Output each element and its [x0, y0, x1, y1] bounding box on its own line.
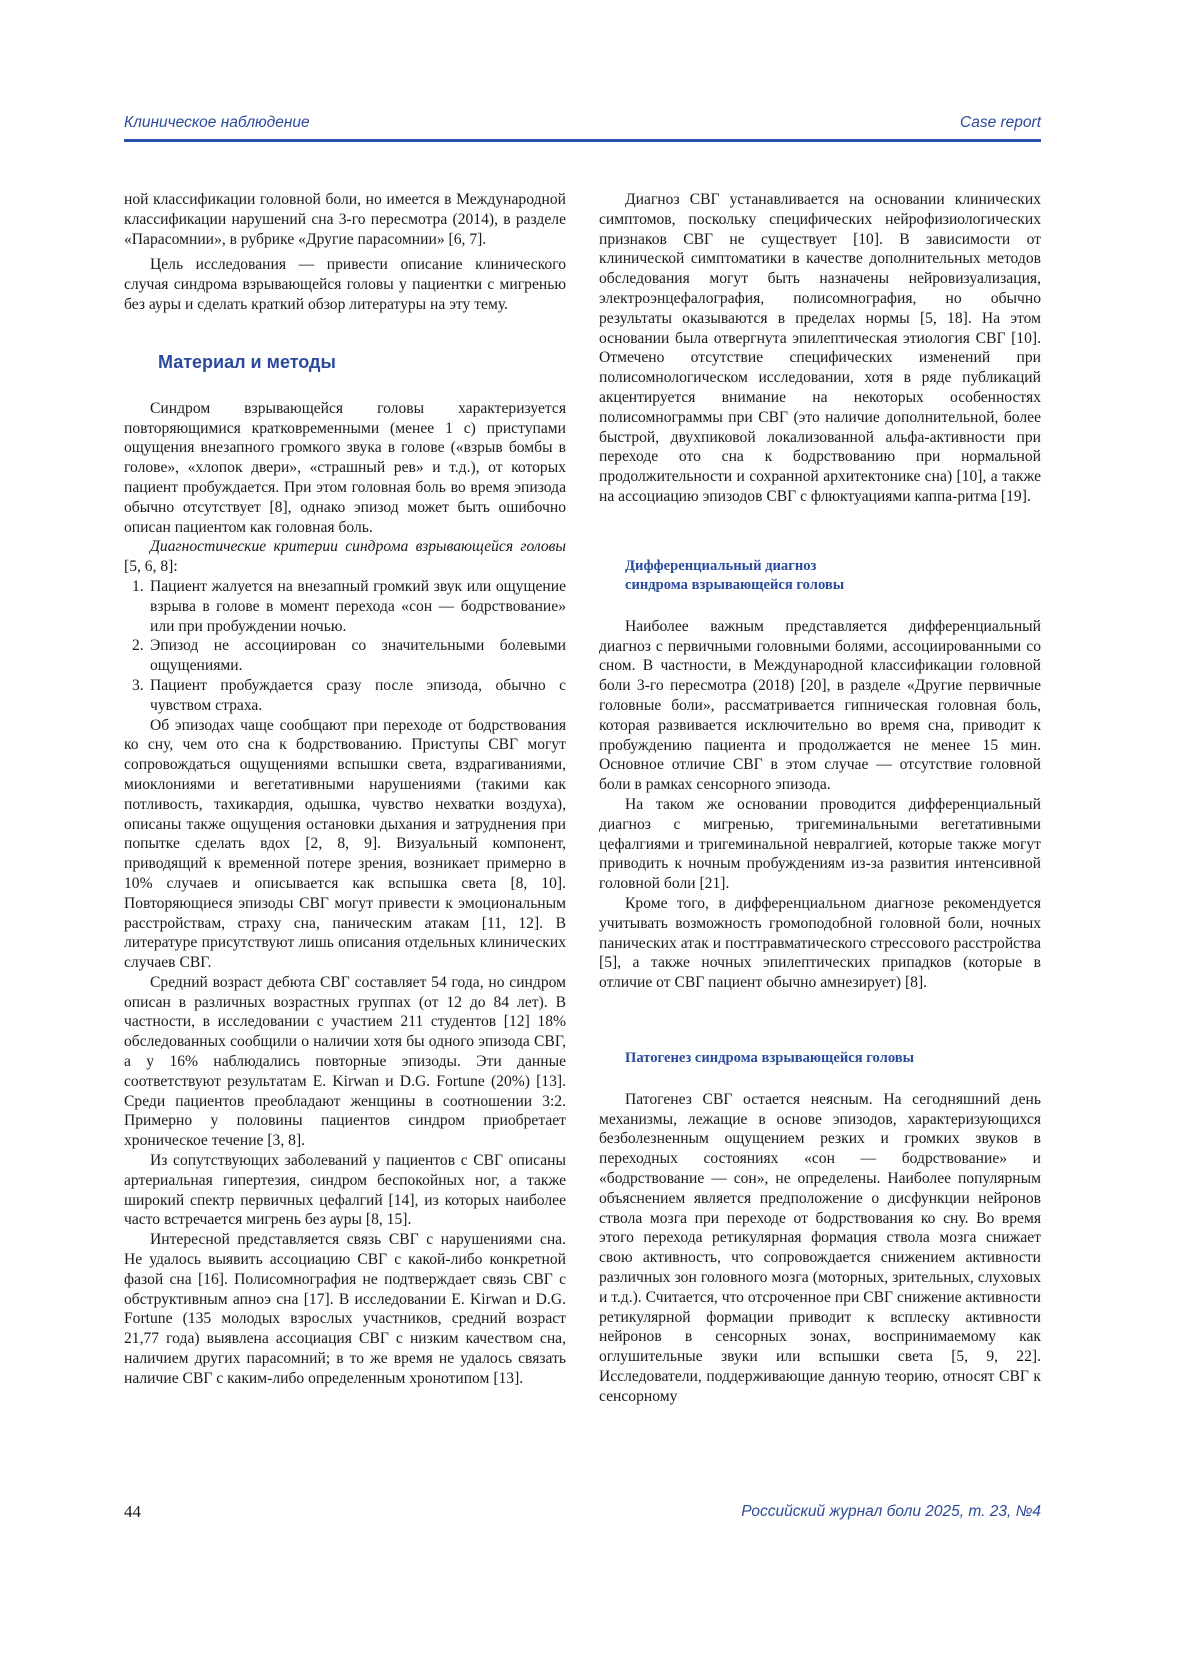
- page-footer: [124, 1502, 1041, 1526]
- paragraph: ной классификации головной боли, но имеется в Международной классификации нарушений сна 3-го пересмотра (2014), в разделе «Парасомнии», в рубрике «Другие парасомнии» [6, 7].: [124, 191, 566, 248]
- criteria-intro-text: Диагностические критерии синдрома взрывающейся головы: [150, 538, 566, 556]
- paragraph: Патогенез СВГ остается неясным. На сегодняшний день механизмы, лежащие в основе эпизодов, характеризующихся безболезненным ощущением резких и громких звуков в переходных состояниях «сон — бодрствование» и «бодрствование — сон», не определены. Наиболее популярным объяснением является предположение о дисфункции нейронов ствола мозга при переходе от бодрствования ко сну. Во время этого перехода ретикулярная формация ствола мозга снижает свою активность, что сопровождается снижением активности различных зон головного мозга (моторных, зрительных, слуховых и т.д.). Считается, что отсроченное при СВГ снижение активности ретикулярной формации приводит к всплеску активности нейронов в сенсорных зонах, воспринимаемому как оглушительные звуки или вспышки света [5, 9, 22]. Исследователи, поддерживающие данную теорию, относят СВГ к сенсорному: [599, 1090, 1041, 1405]
- header-rule: [124, 139, 1041, 142]
- heading-line: Дифференциальный диагноз: [625, 557, 817, 574]
- paragraph: Интересной представляется связь СВГ с нарушениями сна. Не удалось выявить ассоциацию СВГ с какой-либо конкретной фазой сна [16]. Полисомнография не подтверждает связь СВГ с обструктивным апноэ сна [17]. В исследовании E. Kirwan и D.G. Fortune (135 молодых взрослых участников, средний возраст 21,77 года) выявлена ассоциация СВГ с низким качеством сна, наличием других парасомний; в то же время не удалось связать наличие СВГ с каким-либо определенным хронотипом [13].: [124, 1231, 566, 1387]
- page-number: 44: [124, 1502, 141, 1521]
- list-item-text: Эпизод не ассоциирован со значительными болевыми ощущениями.: [150, 637, 566, 675]
- paragraph: Об эпизодах чаще сообщают при переходе от бодрствования ко сну, чем ото сна к бодрствованию. Приступы СВГ могут сопровождаться ощущениями вспышки света, вздрагиваниями, миоклониями и вегетативными нарушениями (такими как потливость, тахикардия, одышка, чувство нехватки воздуха), описаны также ощущения остановки дыхания и затруднения при попытке сделать вдох [2, 8, 9]. Визуальный компонент, приводящий к временной потере зрения, возникает примерно в 10% случаев и описывается как вспышка света [8, 10]. Повторяющиеся эпизоды СВГ могут привести к эмоциональным расстройствам, страху сна, паническим атакам [11, 12]. В литературе присутствуют лишь описания отдельных клинических случаев СВГ.: [124, 716, 566, 972]
- criteria-intro: [124, 537, 566, 577]
- right-column: [599, 190, 1041, 1407]
- paragraph: На таком же основании проводится дифференциальный диагноз с мигренью, тригеминальными вегетативными цефалгиями и тригеминальной невралгией, которые также могут приводить к ночным пробуждениям из-за развития интенсивной головной боли [21].: [599, 795, 1041, 893]
- running-header: [124, 112, 1041, 136]
- list-item-text: Пациент пробуждается сразу после эпизода, обычно с чувством страха.: [150, 676, 566, 714]
- subsection-heading-differential: [625, 557, 1041, 595]
- paragraph: Диагноз СВГ устанавливается на основании клинических симптомов, поскольку специфических нейрофизиологических признаков СВГ не существует [10]. В зависимости от клинической симптоматики в качестве дополнительных методов обследования могут быть назначены нейровизуализация, электроэнцефалография, полисомнография, но обычно результаты оказываются в пределах нормы [5, 18]. На этом основании была отвергнута эпилептическая этиология СВГ [10]. Отмечено отсутствие специфических изменений при полисомнологическом исследовании, хотя в ряде публикаций акцентируется внимание на некоторых особенностях полисомнограммы при СВГ (это наличие дополнительной, более быстрой, двухпиковой локализованной альфа-активности при переходе ото сна к бодрствованию при нормальной продолжительности и сохранной архитектонике сна) [10], а также на ассоциацию эпизодов СВГ с флюктуациями каппа-ритма [19].: [599, 191, 1041, 505]
- list-item-number: 2.: [132, 637, 144, 655]
- list-item-number: 1.: [132, 577, 144, 595]
- header-section-en: Case report: [960, 114, 1041, 131]
- paragraph: Из сопутствующих заболеваний у пациентов с СВГ описаны артериальная гипертезия, синдром беспокойных ног, а также широкий спектр первичных цефалгий [14], из которых наиболее часто встречается мигрень без ауры [8, 15].: [124, 1152, 566, 1229]
- subsection-heading-pathogenesis: Патогенез синдрома взрывающейся головы: [625, 1049, 915, 1066]
- criteria-refs: [5, 6, 8]:: [124, 558, 178, 576]
- header-section-ru: Клиническое наблюдение: [124, 114, 310, 131]
- section-heading-methods: Материал и методы: [158, 351, 336, 372]
- heading-line: синдрома взрывающейся головы: [625, 576, 845, 593]
- list-item: [124, 636, 566, 676]
- paragraph: Кроме того, в дифференциальном диагнозе рекомендуется учитывать возможность громоподобной головной боли, ночных панических атак и посттравматического стрессового расстройства [5], а также ночных эпилептических припадков (которые в отличие от СВГ пациент обычно амнезирует) [8].: [599, 894, 1041, 992]
- list-item: [124, 676, 566, 716]
- list-item: [124, 577, 566, 636]
- left-column: [124, 190, 566, 1389]
- paragraph-aim: Цель исследования — привести описание клинического случая синдрома взрывающейся головы у пациентки с мигренью без ауры и сделать краткий обзор литературы на эту тему.: [124, 256, 566, 313]
- list-item-text: Пациент жалуется на внезапный громкий звук или ощущение взрыва в голове в момент перехода «сон — бодрствование» или при пробуждении ночью.: [150, 577, 566, 635]
- criteria-list: [124, 577, 566, 716]
- list-item-number: 3.: [132, 676, 144, 694]
- paragraph: Синдром взрывающейся головы характеризуется повторяющимися кратковременными (менее 1 с) приступами ощущения внезапного громкого звука в голове («взрыв бомбы в голове», «хлопок двери», «страшный рев» и т.д.), от которых пациент пробуждается. При этом головная боль во время эпизода обычно отсутствует [8], однако эпизод может быть ошибочно описан пациентом как головная боль.: [124, 399, 566, 536]
- paragraph: Средний возраст дебюта СВГ составляет 54 года, но синдром описан в различных возрастных группах (от 12 до 84 лет). В частности, в исследовании с участием 211 студентов [12] 18% обследованных сообщили о наличии хотя бы одного эпизода СВГ, а у 16% наблюдались повторные эпизоды. Эти данные соответствуют результатам E. Kirwan и D.G. Fortune (20%) [13]. Среди пациентов преобладают женщины в соотношении 3:2. Примерно у половины пациентов синдром приобретает хроническое течение [3, 8].: [124, 973, 566, 1150]
- paragraph: Наиболее важным представляется дифференциальный диагноз с первичными головными болями, ассоциированными со сном. В частности, в Международной классификации головной боли 3-го пересмотра (2018) [20], в разделе «Другие первичные головные боли», рассматривается гипническая головная боль, которая развивается исключительно во время сна, приводит к пробуждению пациента и продолжается не менее 15 мин. Основное отличие СВГ в этом случае — отсутствие головной боли в рамках сенсорного эпизода.: [599, 617, 1041, 794]
- journal-citation: Российский журнал боли 2025, т. 23, №4: [741, 1503, 1041, 1520]
